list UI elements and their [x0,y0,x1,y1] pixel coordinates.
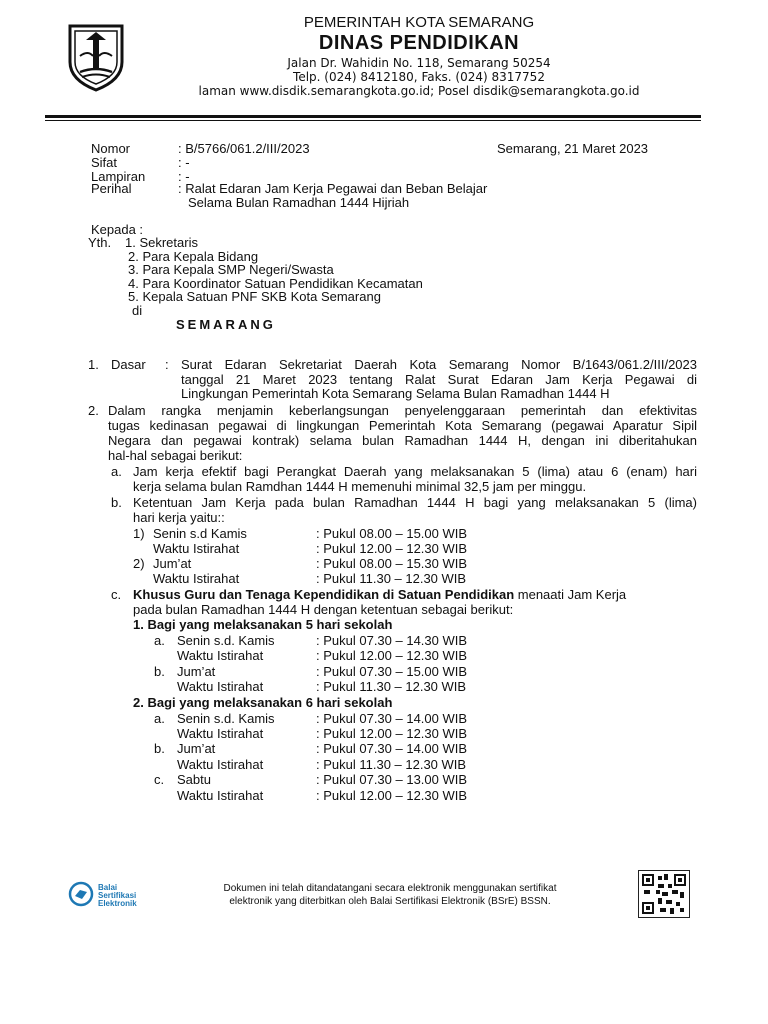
agency-web: laman www.disdik.semarangkota.go.id; Posel disdik@semarangkota.go.id [198,84,640,98]
item-text: kerja selama bulan Ramdhan 1444 H memenuhi minimal 32,5 jam per minggu. [133,479,587,494]
schedule-label: Waktu Istirahat [177,726,264,741]
item-letter: a. [111,464,122,479]
schedule-value: : Pukul 07.30 – 15.00 WIB [316,664,468,679]
item-letter: b. [111,495,122,510]
svg-text:Sertifikasi: Sertifikasi [98,891,137,900]
svg-text:Balai: Balai [98,883,118,892]
dasar-text: tanggal 21 Maret 2023 tentang Ralat Surat Edaran Jam Kerja Pegawai di [181,372,697,387]
schedule-value: : Pukul 12.00 – 12.30 WIB [316,788,468,803]
schedule-num: b. [154,664,165,679]
item-text: Ketentuan Jam Kerja pada bulan Ramadhan 1444 H bagi yang melaksanakan 5 (lima) [133,495,697,510]
esign-notice: elektronik yang diterbitkan oleh Balai Sertifikasi Elektronik (BSrE) BSSN. [229,896,551,907]
nomor-value: : B/5766/061.2/III/2023 [178,141,310,156]
schedule-value: : Pukul 07.30 – 14.00 WIB [316,711,468,726]
perihal-value-cont: Selama Bulan Ramadhan 1444 Hijriah [188,195,410,210]
schedule-num: 2) [133,556,145,571]
schedule-value: : Pukul 07.30 – 14.00 WIB [316,741,468,756]
qr-code-icon [638,870,690,918]
schedule-label: Waktu Istirahat [177,788,264,803]
letter-date: Semarang, 21 Maret 2023 [497,141,649,156]
schedule-value: : Pukul 11.30 – 12.30 WIB [316,571,467,586]
schedule-label: Waktu Istirahat [177,757,264,772]
schedule-label: Waktu Istirahat [153,571,240,586]
paragraph-line: Negara dan pegawai kontrak) selama bulan Ramadhan 1444 H, dengan ini diberitahukan [108,433,697,448]
recipient-item: 1. Sekretaris [125,235,198,250]
government-name: PEMERINTAH KOTA SEMARANG [303,14,535,31]
schedule-label: Senin s.d. Kamis [177,711,275,726]
dasar-colon: : [165,357,169,372]
schedule-label: Waktu Istirahat [177,679,264,694]
sifat-label: Sifat [91,155,118,170]
subsection-title: 1. Bagi yang melaksanakan 5 hari sekolah [133,617,393,632]
item-text [133,587,626,602]
item-text: pada bulan Ramadhan 1444 H dengan ketentuan sebagai berikut: [133,602,514,617]
lampiran-value: : - [178,169,190,184]
paragraph-line: hal-hal sebagai berikut: [108,448,243,463]
recipient-item: 4. Para Koordinator Satuan Pendidikan Kecamatan [128,276,423,291]
schedule-num: c. [154,772,165,787]
perihal-label: Perihal [91,181,132,196]
letterhead-rule [45,115,701,118]
item-text-bold: Khusus Guru dan Tenaga Kependidikan di Satuan Pendidikan [133,587,515,602]
schedule-label: Jum’at [153,556,192,571]
sifat-value: : - [178,155,190,170]
item-letter: c. [111,587,122,602]
schedule-label: Sabtu [177,772,211,787]
point-number: 2. [88,403,99,418]
recipient-item: 5. Kepala Satuan PNF SKB Kota Semarang [128,289,381,304]
schedule-num: a. [154,711,165,726]
subsection-title: 2. Bagi yang melaksanakan 6 hari sekolah [133,695,393,710]
schedule-num: a. [154,633,165,648]
schedule-label: Senin s.d. Kamis [177,633,275,648]
dasar-text: Lingkungan Pemerintah Kota Semarang Selama Bulan Ramadhan 1444 H [181,386,610,401]
agency-name: DINAS PENDIDIKAN [318,32,520,54]
schedule-label: Waktu Istirahat [153,541,240,556]
recipient-item: 3. Para Kepala SMP Negeri/Swasta [128,262,334,277]
paragraph-line: tugas kedinasan pegawai di lingkungan Pemerintah Kota Semarang (pegawai Aparatur Sipil [108,418,697,433]
perihal-value: : Ralat Edaran Jam Kerja Pegawai dan Beban Belajar [178,181,488,196]
schedule-value: : Pukul 12.00 – 12.30 WIB [316,648,468,663]
schedule-value: : Pukul 12.00 – 12.30 WIB [316,541,468,556]
schedule-value: : Pukul 08.00 – 15.30 WIB [316,556,468,571]
svg-text:Elektronik: Elektronik [98,899,137,908]
schedule-label: Senin s.d Kamis [153,526,247,541]
yth-label: Yth. [88,235,112,250]
recipient-city: SEMARANG [176,317,276,332]
schedule-label: Waktu Istirahat [177,648,264,663]
letterhead-rule-thin [45,120,701,121]
agency-phone: Telp. (024) 8412180, Faks. (024) 8317752 [293,70,545,84]
nomor-label: Nomor [91,141,131,156]
schedule-value: : Pukul 08.00 – 15.00 WIB [316,526,468,541]
di-label: di [132,303,143,318]
esign-notice: Dokumen ini telah ditandatangani secara elektronik menggunakan sertifikat [223,883,557,894]
schedule-value: : Pukul 07.30 – 13.00 WIB [316,772,468,787]
schedule-value: : Pukul 11.30 – 12.30 WIB [316,679,467,694]
schedule-value: : Pukul 07.30 – 14.30 WIB [316,633,468,648]
dasar-label: Dasar [111,357,146,372]
bsre-logo-icon [68,880,178,908]
recipient-item: 2. Para Kepala Bidang [128,249,259,264]
lampiran-label: Lampiran [91,169,146,184]
schedule-value: : Pukul 11.30 – 12.30 WIB [316,757,467,772]
dasar-text: Surat Edaran Sekretariat Daerah Kota Semarang Nomor B/1643/061.2/III/2023 [181,357,697,372]
point-number: 1. [88,357,99,372]
schedule-label: Jum’at [177,664,216,679]
schedule-label: Jum’at [177,741,216,756]
kepada-label: Kepada : [91,222,144,237]
paragraph-line: Dalam rangka menjamin keberlangsungan penyelenggaraan pemerintah dan efektivitas [108,403,697,418]
schedule-num: 1) [133,526,145,541]
item-text: hari kerja yaitu:: [133,510,225,525]
schedule-value: : Pukul 12.00 – 12.30 WIB [316,726,468,741]
item-text-rest: menaati Jam Kerja [514,587,627,602]
agency-address: Jalan Dr. Wahidin No. 118, Semarang 50254 [287,56,551,70]
item-text: Jam kerja efektif bagi Perangkat Daerah yang melaksanakan 5 (lima) atau 6 (enam) hari [133,464,697,479]
schedule-num: b. [154,741,165,756]
